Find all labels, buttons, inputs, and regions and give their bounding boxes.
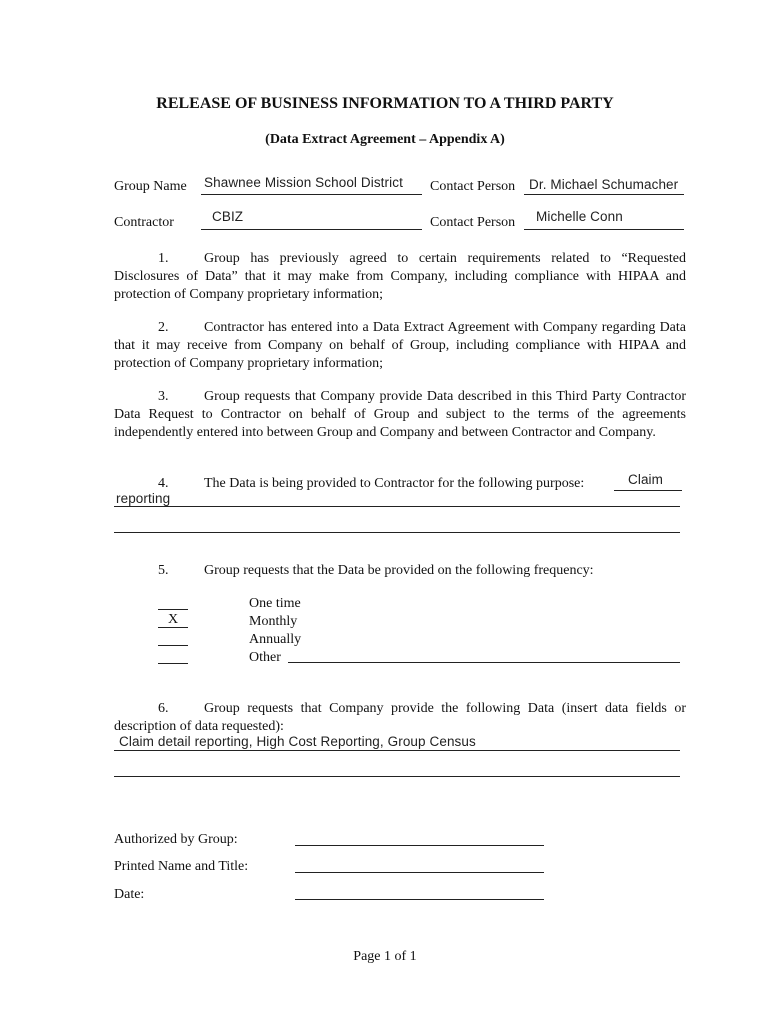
document-title: RELEASE OF BUSINESS INFORMATION TO A THIRD PARTY (156, 95, 614, 112)
group-name-label: Group Name (114, 179, 187, 194)
contact-person-1-value: Dr. Michael Schumacher (529, 177, 679, 192)
paragraph-3-text: Group requests that Company provide Data described in this Third Party Contractor Data Request to Contractor on behalf of Group and subject to the terms of the agreements independently entered into between Group and Company and between Contractor and Company. (114, 389, 686, 440)
purpose-value-a: Claim (628, 472, 664, 487)
printed-name-line[interactable] (295, 872, 544, 873)
authorized-by-label: Authorized by Group: (114, 832, 238, 847)
paragraph-3-number: 3. (158, 389, 169, 404)
paragraph-6-number: 6. (158, 701, 169, 716)
purpose-line-2[interactable] (114, 532, 680, 533)
contact-person-1-label: Contact Person (430, 179, 516, 194)
paragraph-6-text: Group requests that Company provide the following Data (insert data fields or description of data requested): (114, 701, 686, 734)
paragraph-2-text: Contractor has entered into a Data Extract Agreement with Company regarding Data that it may receive from Company on behalf of Group, including compliance with HIPAA and protection of Company proprietary information; (114, 320, 686, 371)
purpose-field-end[interactable] (614, 472, 682, 491)
contact-person-2-label: Contact Person (430, 215, 516, 230)
contractor-value: CBIZ (212, 209, 244, 224)
authorized-by-line[interactable] (295, 845, 544, 846)
purpose-value-b: reporting (116, 491, 171, 506)
requested-data-line-2[interactable] (114, 776, 680, 777)
contact-person-2-field[interactable] (524, 211, 684, 230)
group-name-value: Shawnee Mission School District (204, 175, 403, 190)
group-name-field[interactable] (201, 176, 422, 195)
contact-person-2-value: Michelle Conn (536, 209, 623, 224)
contractor-field[interactable] (201, 211, 422, 230)
frequency-other-line[interactable] (288, 662, 680, 663)
frequency-option-annually: Annually (249, 632, 302, 647)
paragraph-6 (114, 700, 686, 736)
frequency-blank-monthly[interactable] (158, 611, 188, 628)
frequency-blank-annually[interactable] (158, 629, 188, 646)
paragraph-2-number: 2. (158, 320, 169, 335)
frequency-blank-one-time[interactable] (158, 593, 188, 610)
paragraph-1-number: 1. (158, 251, 169, 266)
frequency-blank-other[interactable] (158, 647, 188, 664)
paragraph-3 (114, 388, 686, 442)
requested-data-line-1[interactable] (114, 750, 680, 751)
frequency-option-other: Other (249, 650, 281, 665)
printed-name-label: Printed Name and Title: (114, 859, 249, 874)
frequency-mark-monthly: X (167, 612, 179, 627)
date-line[interactable] (295, 899, 544, 900)
paragraph-2 (114, 319, 686, 373)
contractor-label: Contractor (114, 215, 174, 230)
page-number: Page 1 of 1 (353, 949, 417, 964)
document-subtitle: (Data Extract Agreement – Appendix A) (265, 132, 505, 147)
purpose-line-1[interactable] (114, 506, 680, 507)
paragraph-5-number: 5. (158, 563, 169, 578)
paragraph-1 (114, 250, 686, 304)
paragraph-4-text: The Data is being provided to Contractor for the following purpose: (204, 476, 585, 491)
paragraph-1-text: Group has previously agreed to certain requirements related to “Requested Disclosures of Data” that it may make from Company, including compliance with HIPAA and protection of Company proprietary information; (114, 251, 686, 302)
requested-data-value: Claim detail reporting, High Cost Reporting, Group Census (119, 734, 476, 749)
frequency-option-monthly: Monthly (249, 614, 298, 629)
paragraph-4-number: 4. (158, 476, 169, 491)
date-label: Date: (114, 887, 145, 902)
contact-person-1-field[interactable] (524, 176, 684, 195)
paragraph-5-text: Group requests that the Data be provided on the following frequency: (204, 563, 594, 578)
frequency-option-one-time: One time (249, 596, 301, 611)
